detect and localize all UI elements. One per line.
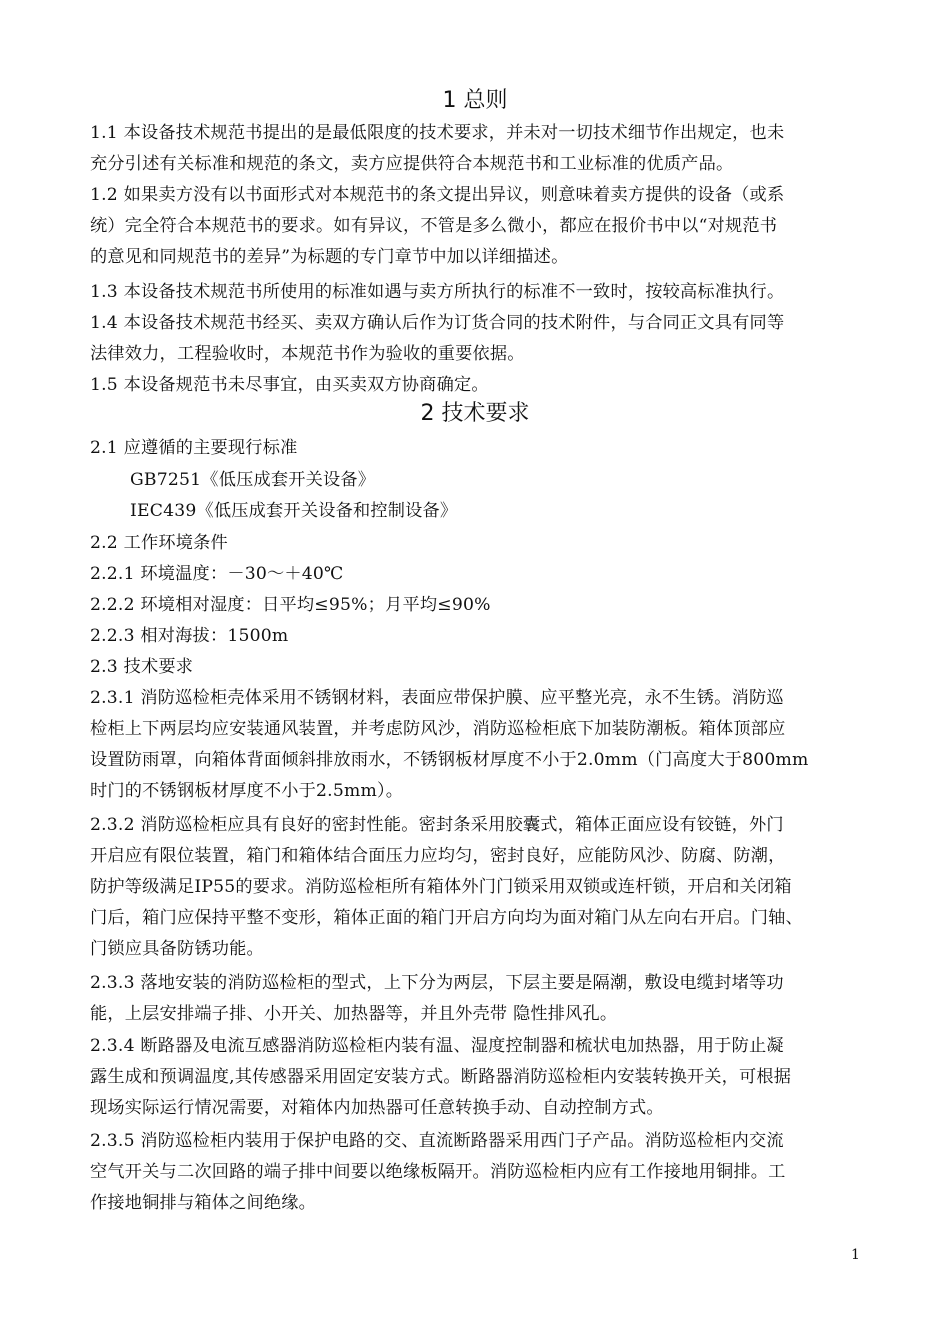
text-line: 检柜上下两层均应安装通风装置，并考虑防风沙，消防巡检柜底下加装防潮板。箱体顶部应 [90, 719, 786, 739]
text-line: 时门的不锈钢板材厚度不小于2.5mm）。 [90, 781, 404, 801]
text-line: 2.3.5 消防巡检柜内装用于保护电路的交、直流断路器采用西门子产品。消防巡检柜内交流 [90, 1131, 784, 1151]
text-line: 空气开关与二次回路的端子排中间要以绝缘板隔开。消防巡检柜内应有工作接地用铜排。工 [90, 1162, 786, 1182]
text-line: 作接地铜排与箱体之间绝缘。 [90, 1193, 317, 1213]
section-heading-general: 1 总则 [442, 88, 508, 113]
text-line: 2.2.3 相对海拔：1500m [90, 626, 289, 646]
text-line: 1.1 本设备技术规范书提出的是最低限度的技术要求，并未对一切技术细节作出规定，也未 [90, 123, 785, 143]
text-line: 门锁应具备防锈功能。 [90, 939, 264, 959]
text-line: 防护等级满足IP55的要求。消防巡检柜所有箱体外门门锁采用双锁或连杆锁，开启和关闭箱 [90, 877, 792, 897]
text-line: 门后，箱门应保持平整不变形，箱体正面的箱门开启方向均为面对箱门从左向右开启。门轴、 [90, 908, 803, 928]
page-number: 1 [851, 1247, 860, 1263]
text-line: 2.3.4 断路器及电流互感器消防巡检柜内装有温、湿度控制器和梳状电加热器，用于防止凝 [90, 1036, 784, 1056]
text-line: 1.5 本设备规范书未尽事宜，由买卖双方协商确定。 [90, 375, 489, 395]
text-line: 的意见和同规范书的差异”为标题的专门章节中加以详细描述。 [90, 247, 569, 267]
text-line: 1.2 如果卖方没有以书面形式对本规范书的条文提出异议，则意味着卖方提供的设备（或系 [90, 185, 785, 205]
text-line: 露生成和预调温度,其传感器采用固定安装方式。断路器消防巡检柜内安装转换开关，可根据 [90, 1067, 792, 1087]
text-line: 2.3.3 落地安装的消防巡检柜的型式，上下分为两层，下层主要是隔潮，敷设电缆封堵等功 [90, 973, 784, 993]
text-line: 充分引述有关标准和规范的条文，卖方应提供符合本规范书和工业标准的优质产品。 [90, 154, 734, 174]
text-line: 1.3 本设备技术规范书所使用的标准如遇与卖方所执行的标准不一致时，按较高标准执行。 [90, 282, 785, 302]
section-heading-technical: 2 技术要求 [420, 401, 530, 426]
text-line: 2.3.1 消防巡检柜壳体采用不锈钢材料，表面应带保护膜、应平整光亮，永不生锈。消防巡 [90, 688, 784, 708]
text-line: 2.2.1 环境温度：－30～＋40℃ [90, 564, 344, 584]
text-line: 法律效力，工程验收时，本规范书作为验收的重要依据。 [90, 344, 525, 364]
text-line: GB7251《低压成套开关设备》 [130, 470, 376, 490]
text-line: 能，上层安排端子排、小开关、加热器等，并且外壳带 隐性排风孔。 [90, 1004, 618, 1024]
text-line: 统）完全符合本规范书的要求。如有异议，不管是多么微小，都应在报价书中以“对规范书 [90, 216, 778, 236]
text-line: 1.4 本设备技术规范书经买、卖双方确认后作为订货合同的技术附件，与合同正文具有同等 [90, 313, 785, 333]
text-line: 现场实际运行情况需要，对箱体内加热器可任意转换手动、自动控制方式。 [90, 1098, 664, 1118]
text-line: 2.3 技术要求 [90, 657, 194, 677]
text-line: 2.1 应遵循的主要现行标准 [90, 438, 298, 458]
text-line: 开启应有限位装置，箱门和箱体结合面压力应均匀，密封良好，应能防风沙、防腐、防潮， [90, 846, 786, 866]
text-line: 2.2 工作环境条件 [90, 533, 228, 553]
text-line: 2.2.2 环境相对湿度：日平均≤95%；月平均≤90% [90, 595, 491, 615]
text-line: IEC439《低压成套开关设备和控制设备》 [130, 501, 458, 521]
text-line: 2.3.2 消防巡检柜应具有良好的密封性能。密封条采用胶囊式，箱体正面应设有铰链，外门 [90, 815, 784, 835]
text-line: 设置防雨罩，向箱体背面倾斜排放雨水，不锈钢板材厚度不小于2.0mm（门高度大于800mm [90, 750, 809, 770]
